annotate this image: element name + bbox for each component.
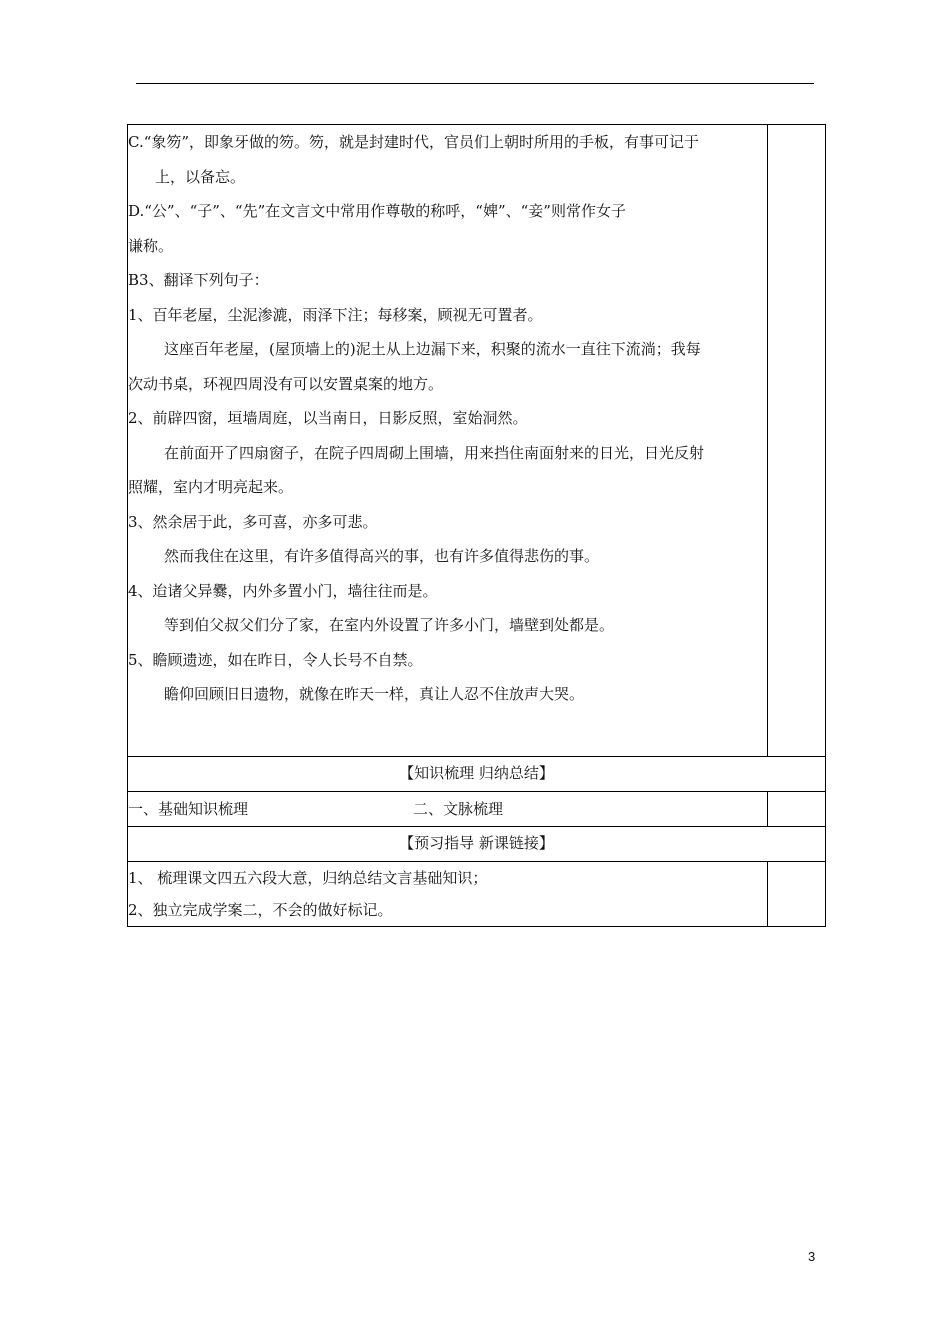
question-line: 4、迨诸父异爨，内外多置小门，墙往往而是。 xyxy=(128,581,438,600)
summary-content-row xyxy=(128,791,826,826)
summary-title-row xyxy=(128,756,826,791)
preview-title-row xyxy=(128,826,826,861)
page-number: 3 xyxy=(808,1249,816,1264)
summary-title: 【知识梳理 归纳总结】 xyxy=(128,756,826,791)
answer-line: 照耀，室内才明亮起来。 xyxy=(128,478,294,496)
answer-line: 然而我住在这里，有许多值得高兴的事，也有许多值得悲伤的事。 xyxy=(164,547,600,565)
side-column-cell xyxy=(768,791,826,826)
preview-title: 【预习指导 新课链接】 xyxy=(128,826,826,861)
content-cell xyxy=(128,125,768,757)
answer-line: 次动书桌，环视四周没有可以安置桌案的地方。 xyxy=(128,374,444,393)
worksheet-table xyxy=(127,124,826,927)
question-line: 5、瞻顾遗迹，如在昨日，令人长号不自禁。 xyxy=(128,650,423,669)
answer-line: 等到伯父叔父们分了家，在室内外设置了许多小门，墙壁到处都是。 xyxy=(164,616,615,634)
answer-line: 瞻仰回顾旧日遗物，就像在昨天一样，真让人忍不住放声大哭。 xyxy=(164,685,585,703)
section-heading: B3、翻译下列句子： xyxy=(128,271,269,289)
header-rule xyxy=(136,83,814,84)
summary-content-cell xyxy=(128,791,768,826)
answer-line: 在前面开了四扇窗子，在院子四周砌上围墙，用来挡住南面射来的日光，日光反射 xyxy=(164,443,705,462)
question-line: 1、百年老屋，尘泥渗漉，雨泽下注；每移案，顾视无可置者。 xyxy=(128,305,543,324)
text-line: 谦称。 xyxy=(128,236,174,255)
side-column-cell xyxy=(768,861,826,926)
question-line: 2、前辟四窗，垣墙周庭，以当南日，日影反照，室始洞然。 xyxy=(128,409,528,427)
side-column-cell xyxy=(768,125,826,757)
question-line: 3、然余居于此，多可喜，亦多可悲。 xyxy=(128,512,378,531)
blank-space xyxy=(128,712,767,756)
preview-content-cell xyxy=(128,861,768,926)
summary-right-label: 二、文脉梳理 xyxy=(413,799,504,818)
summary-left-label: 一、基础知识梳理 xyxy=(128,799,249,818)
text-line: 上，以备忘。 xyxy=(155,167,246,186)
content-row xyxy=(128,125,826,757)
task-item: 2、独立完成学案二，不会的做好标记。 xyxy=(128,900,393,919)
text-line: D.“公”、“子”、“先”在文言文中常用作尊敬的称呼，“婢”、“妾”则常作女子 xyxy=(128,202,626,220)
task-item: 1、 梳理课文四五六段大意，归纳总结文言基础知识； xyxy=(128,868,488,887)
answer-line: 这座百年老屋，(屋顶墙上的)泥土从上边漏下来，积聚的流水一直往下流淌；我每 xyxy=(164,340,701,358)
text-line: C.“象笏”，即象牙做的笏。笏，就是封建时代，官员们上朝时所用的手板，有事可记于 xyxy=(128,133,700,151)
preview-content-row xyxy=(128,861,826,926)
